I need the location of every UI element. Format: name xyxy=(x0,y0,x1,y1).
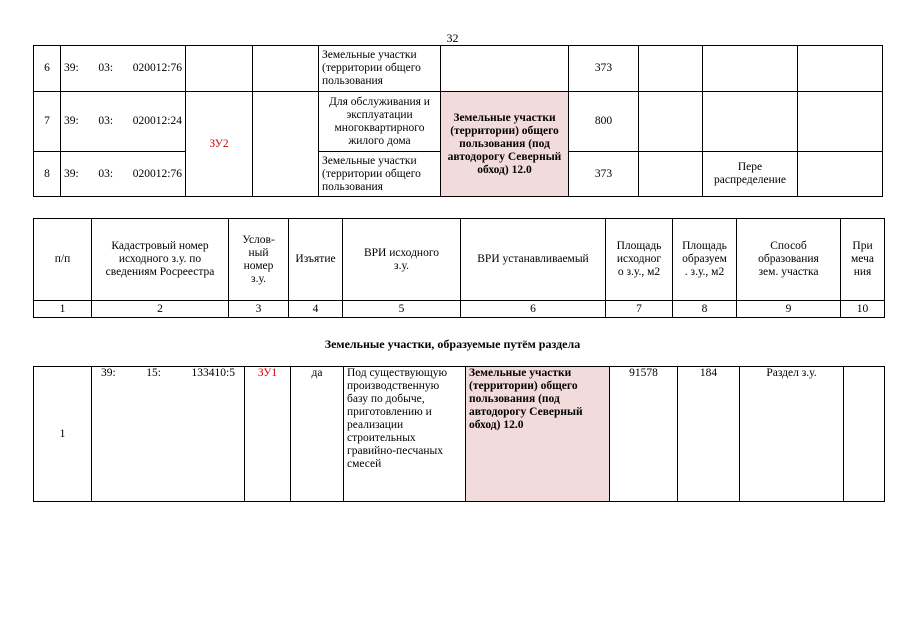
note-cell xyxy=(798,92,883,152)
header-cell: ВРИ исходного з.у. xyxy=(343,219,461,301)
table-row xyxy=(34,92,883,152)
vri-source: Земельные участки (территории общего пользования xyxy=(319,152,441,197)
header-cell: Площадь исходног о з.у., м2 xyxy=(606,219,673,301)
header-cell: Услов- ный номер з.у. xyxy=(229,219,289,301)
row-number: 6 xyxy=(34,46,61,92)
cadastral-number: 39: 15: 133410:5 xyxy=(92,367,245,502)
note-cell xyxy=(798,152,883,197)
column-number: 4 xyxy=(289,301,343,318)
withdrawal-cell xyxy=(253,92,319,197)
method-cell: Пере распределение xyxy=(703,152,798,197)
table-row xyxy=(34,46,883,92)
withdrawal-cell xyxy=(253,46,319,92)
top-table xyxy=(33,45,883,197)
bottom-table xyxy=(33,366,885,502)
method: Раздел з.у. xyxy=(740,367,844,502)
header-cell: При меча ния xyxy=(841,219,885,301)
header-table xyxy=(33,218,885,318)
table-row xyxy=(34,367,885,502)
column-number: 1 xyxy=(34,301,92,318)
column-number: 7 xyxy=(606,301,673,318)
header-cell: п/п xyxy=(34,219,92,301)
column-number: 9 xyxy=(737,301,841,318)
column-number-row xyxy=(34,301,885,318)
method-cell xyxy=(703,92,798,152)
zu-cell xyxy=(186,46,253,92)
page-number: 32 xyxy=(446,31,459,45)
zu-label: ЗУ2 xyxy=(186,92,253,197)
area-new xyxy=(639,152,703,197)
header-cell: Изъятие xyxy=(289,219,343,301)
vri-set: Земельные участки (территории) общего пользования (под автодорогу Северный обход) 12.0 xyxy=(466,367,610,502)
cadastral-number: 39: 03: 020012:24 xyxy=(61,92,186,152)
row-number: 7 xyxy=(34,92,61,152)
column-number: 10 xyxy=(841,301,885,318)
header-cell: Площадь образуем . з.у., м2 xyxy=(673,219,737,301)
area-new xyxy=(639,46,703,92)
area-new: 184 xyxy=(678,367,740,502)
row-number: 8 xyxy=(34,152,61,197)
area-source: 373 xyxy=(569,46,639,92)
note-cell xyxy=(798,46,883,92)
area-source: 91578 xyxy=(610,367,678,502)
row-number: 1 xyxy=(34,367,92,502)
header-cell: ВРИ устанавливаемый xyxy=(461,219,606,301)
column-number: 6 xyxy=(461,301,606,318)
column-number: 5 xyxy=(343,301,461,318)
zu-label: ЗУ1 xyxy=(245,367,291,502)
vri-set-empty xyxy=(441,46,569,92)
vri-set: Земельные участки (территории) общего пользования (под автодорогу Северный обход) 12.0 xyxy=(441,92,569,197)
header-cell: Кадастровый номер исходного з.у. по сведениям Росреестра xyxy=(92,219,229,301)
cadastral-number: 39: 03: 020012:76 xyxy=(61,46,186,92)
area-source: 373 xyxy=(569,152,639,197)
section-title: Земельные участки, образуемые путём раздела xyxy=(324,337,581,351)
column-number: 3 xyxy=(229,301,289,318)
vri-source: Земельные участки (территории общего пользования xyxy=(319,46,441,92)
column-number: 2 xyxy=(92,301,229,318)
note-cell xyxy=(844,367,885,502)
method-cell xyxy=(703,46,798,92)
header-cell: Способ образования зем. участка xyxy=(737,219,841,301)
withdrawal: да xyxy=(291,367,344,502)
cadastral-number: 39: 03: 020012:76 xyxy=(61,152,186,197)
vri-source: Под существующую производственную базу по добыче, приготовлению и реализации строительных гравийно-песчаных смесей xyxy=(344,367,466,502)
column-number: 8 xyxy=(673,301,737,318)
area-source: 800 xyxy=(569,92,639,152)
area-new xyxy=(639,92,703,152)
vri-source: Для обслуживания и эксплуатации многоквартирного жилого дома xyxy=(319,92,441,152)
header-row xyxy=(34,219,885,301)
